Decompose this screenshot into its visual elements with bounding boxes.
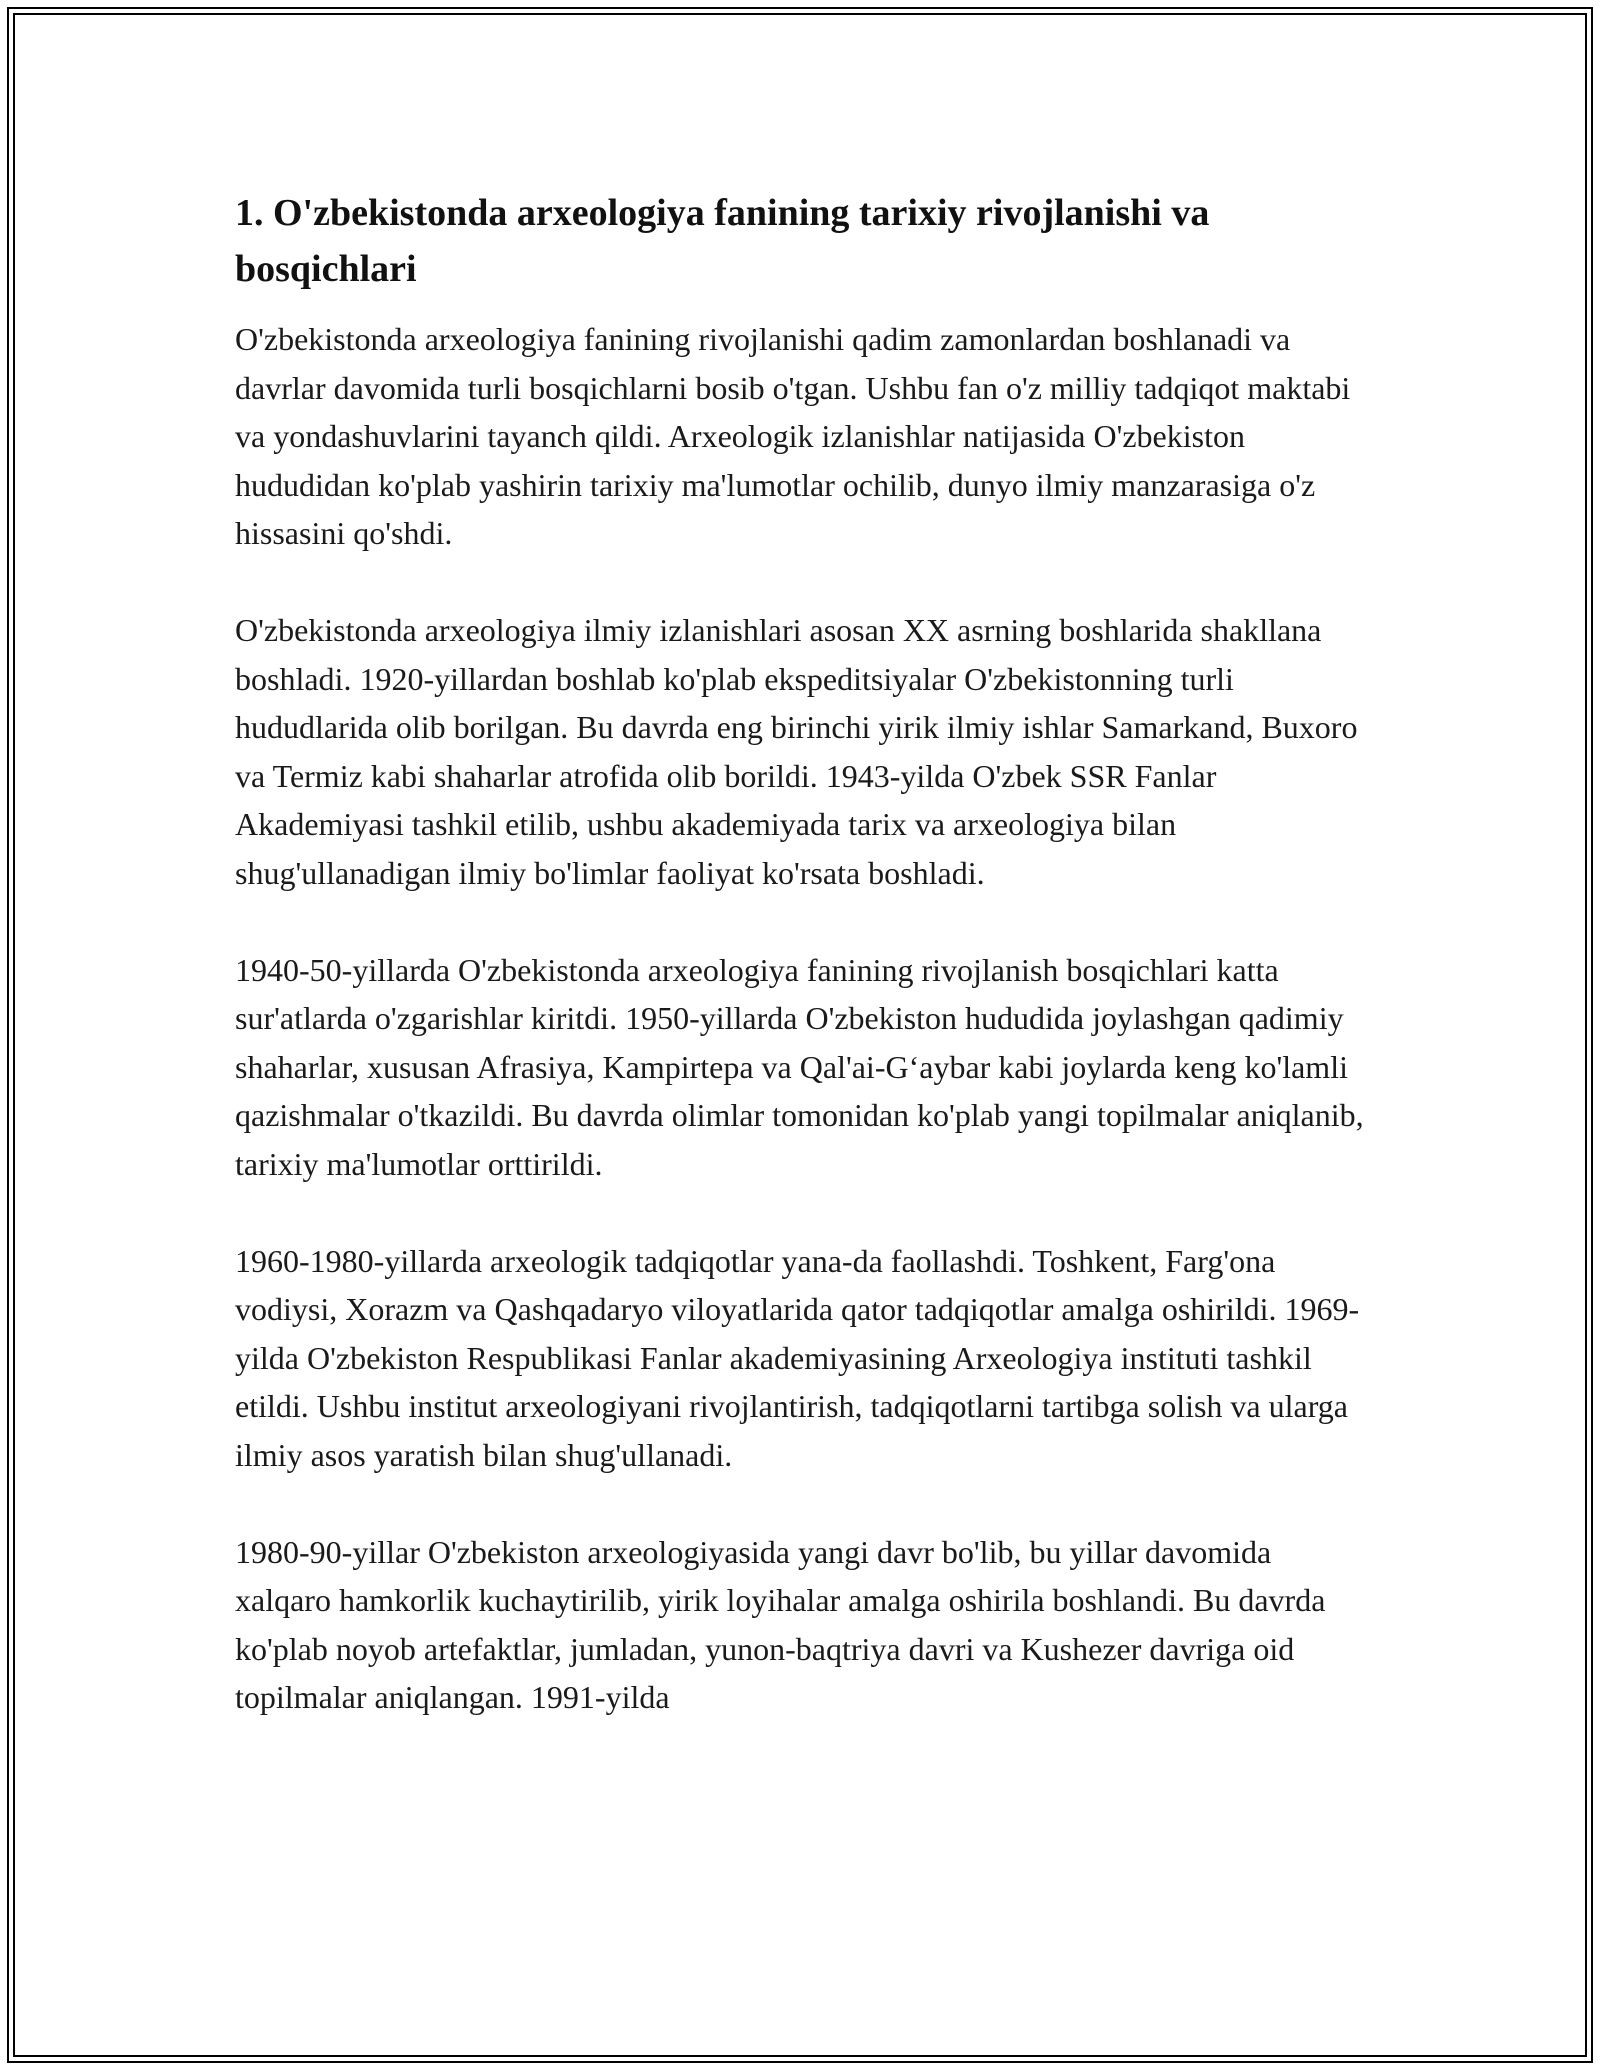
section-heading: 1. O'zbekistonda arxeologiya fanining tarixiy rivojlanishi va bosqichlari — [235, 192, 1210, 290]
paragraph: 1960-1980-yillarda arxeologik tadqiqotlar yana-da faollashdi. Toshkent, Farg'ona vodiysi, Xorazm va Qashqadaryo viloyatlarida qator tadqiqotlar amalga oshirildi. 1969-yilda O'zbekiston Respublikasi Fanlar akademiyasining Arxeologiya instituti tashkil etildi. Ushbu institut arxeologiyani rivojlantirish, tadqiqotlarni tartibga solish va ularga ilmiy asos yaratish bilan shug'ullanadi. — [235, 1242, 1360, 1473]
paragraph: 1940-50-yillarda O'zbekistonda arxeologiya fanining rivojlanish bosqichlari katta sur'atlarda o'zgarishlar kiritdi. 1950-yillarda O'zbekiston hududida joylashgan qadimiy shaharlar, xususan Afrasiya, Kampirtepa va Qal'ai-G‘aybar kabi joylarda keng ko'lamli qazishmalar o'tkazildi. Bu davrda olimlar tomonidan ko'plab yangi topilmalar aniqlanib, tarixiy ma'lumotlar orttirildi. — [235, 951, 1364, 1182]
paragraph: O'zbekistonda arxeologiya fanining rivojlanishi qadim zamonlardan boshlanadi va davrlar davomida turli bosqichlarni bosib o'tgan. Ushbu fan o'z milliy tadqiqot maktabi va yondashuvlarini tayanch qildi. Arxeologik izlanishlar natijasida O'zbekiston hududidan ko'plab yashirin tarixiy ma'lumotlar ochilib, dunyo ilmiy manzarasiga o'z hissasini qo'shdi. — [235, 321, 1351, 551]
document-body — [235, 185, 1365, 1722]
paragraph: 1980-90-yillar O'zbekiston arxeologiyasida yangi davr bo'lib, bu yillar davomida xalqaro hamkorlik kuchaytirilib, yirik loyihalar amalga oshirila boshlandi. Bu davrda ko'plab noyob artefaktlar, jumladan, yunon-baqtriya davri va Kushezer davriga oid topilmalar aniqlangan. 1991-yilda — [235, 1533, 1326, 1715]
paragraph: O'zbekistonda arxeologiya ilmiy izlanishlari asosan XX asrning boshlarida shakllana boshladi. 1920-yillardan boshlab ko'plab ekspeditsiyalar O'zbekistonning turli hududlarida olib borilgan. Bu davrda eng birinchi yirik ilmiy ishlar Samarkand, Buxoro va Termiz kabi shaharlar atrofida olib borildi. 1943-yilda O'zbek SSR Fanlar Akademiyasi tashkil etilib, ushbu akademiyada tarix va arxeologiya bilan shug'ullanadigan ilmiy bo'limlar faoliyat ko'rsata boshladi. — [235, 612, 1358, 891]
